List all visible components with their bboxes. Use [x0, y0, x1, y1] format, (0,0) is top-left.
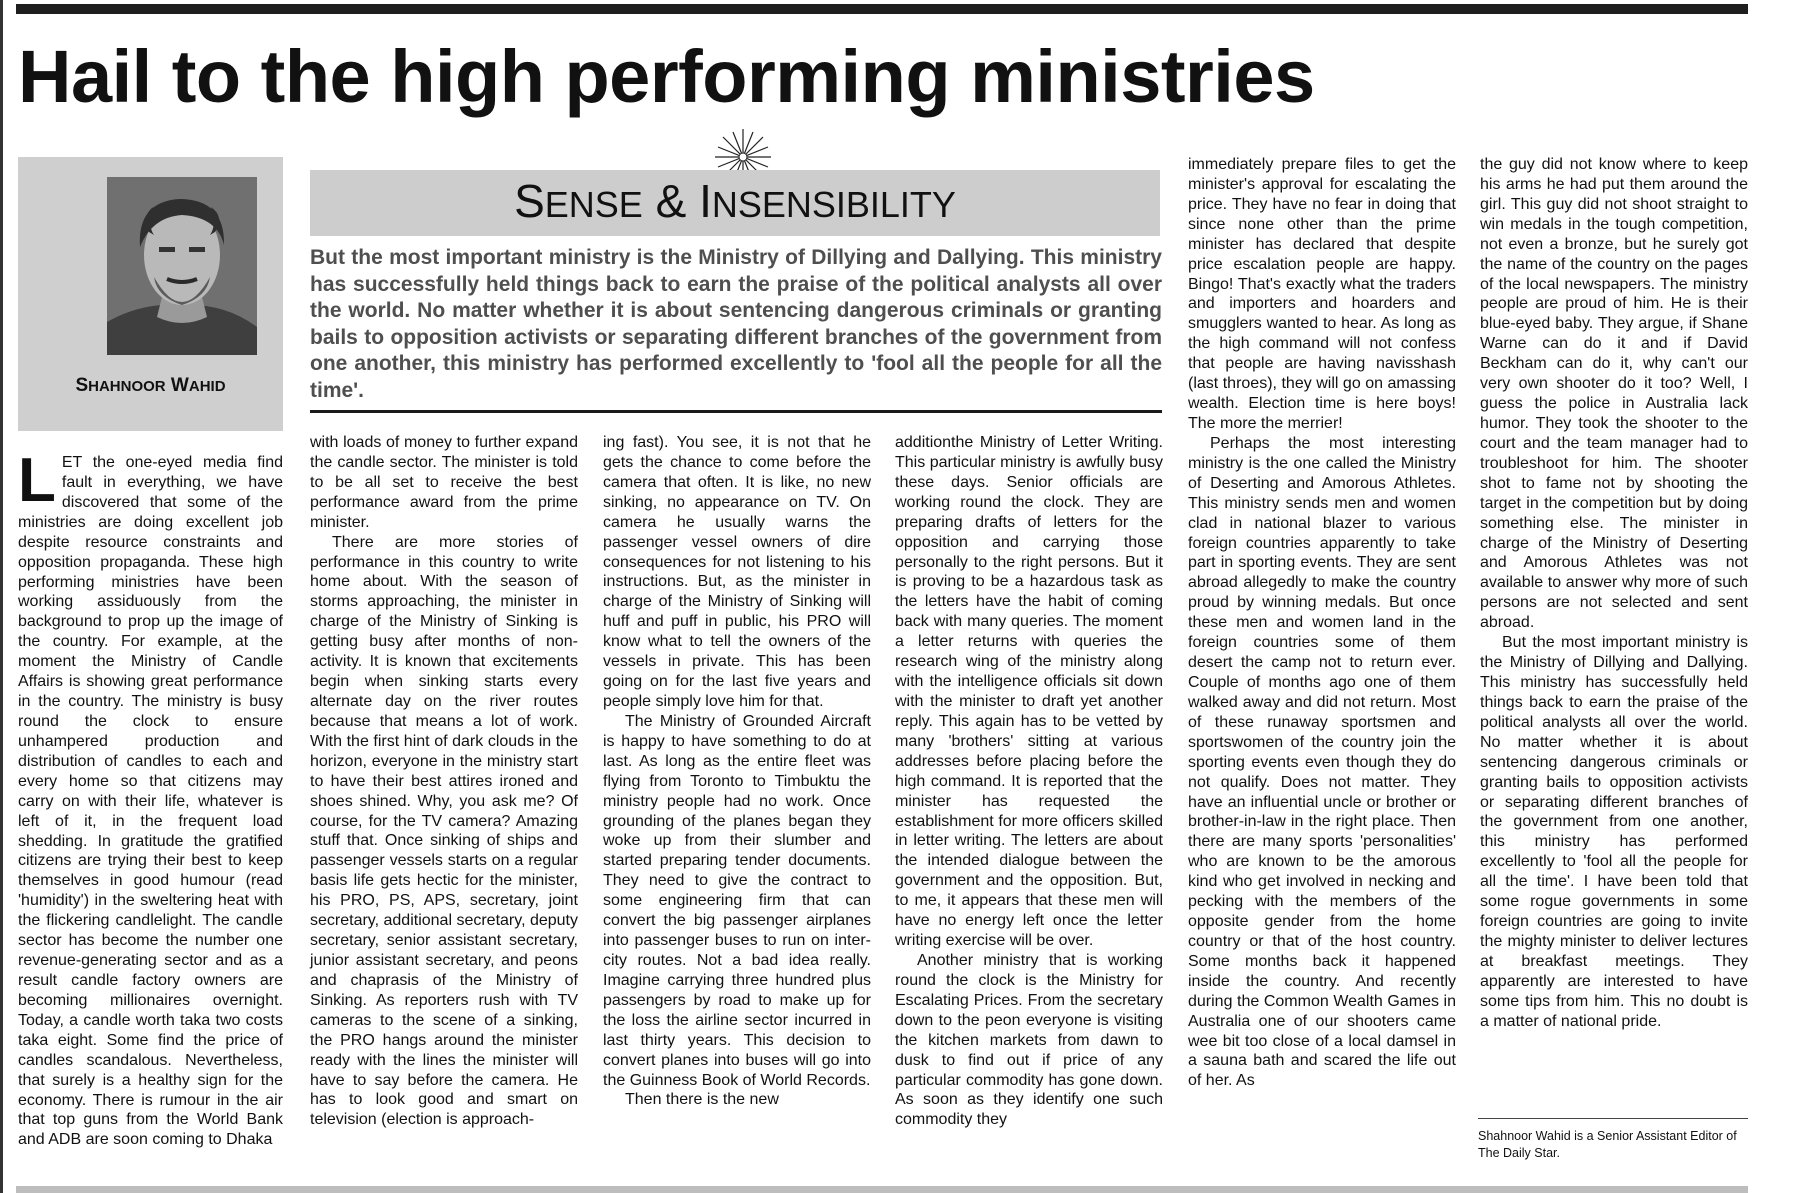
article-paragraph: But the most important ministry is the Ministry of Dillying and Dallying. This ministry has successfully held things back to earn the praise of the political analysts all over the world. No matter whether it is about sentencing dangerous criminals or granting bails to opposition activists or separating different branches of the government from one another, this ministry has performed excellently to 'fool all the people for all the time'. I have been told that some rogue governments in some foreign countries are going to invite the mighty minister to deliver lectures at breakfast meetings. They apparently are interested to have some tips from him. This no doubt is a matter of national pride.	[1480, 634, 1748, 1030]
drop-cap: L	[18, 446, 56, 515]
article-paragraph: There are more stories of performance in this country to write home about. With the season of storms approaching, the minister in charge of the Ministry of Sinking is getting busy after months of non-activity. It is known that excitements begin when sinking starts every alternate day on the river routes because that means a lot of work. With the first hint of dark clouds in the horizon, everyone in the ministry start to have their best attires ironed and shoes shined. Why, you ask me? Of course, for the TV camera? Amazing stuff that. Once sinking of ships and passenger vessels starts on a regular basis life gets hectic for the minister, his PRO, PS, APS, secretary, joint secretary, additional secretary, deputy secretary, senior assistant secretary, junior assistant secretary, and peons and chaprasis of the Ministry of Sinking. As reporters rush with TV cameras to the scene of a sinking, the PRO hangs around the minister ready with the lines the minister will have to say before the camera. He has to look good and smart on television (election is approach-	[310, 533, 578, 1129]
column-banner	[310, 170, 1160, 236]
article-paragraph: with loads of money to further expand the candle sector. The minister is told to be all set to receive the best performance award from the prime minister.	[310, 434, 578, 531]
author-byline: SHAHNOOR WAHID	[75, 375, 226, 396]
pull-quote: But the most important ministry is the Ministry of Dillying and Dallying. This ministry has successfully held things back to earn the praise of the political analysts all over the world. No matter whether it is about sentencing dangerous criminals or granting bails to opposition activists or separating different branches of the government from one another, this ministry has performed excellently to 'fool all the people for all the time'.	[310, 246, 1162, 402]
article-paragraph: immediately prepare files to get the minister's approval for escalating the price. They have no fear in doing that since none other than the prime minister has declared that despite price escalation people are happy. Bingo! That's exactly what the traders and importers and hoarders and smugglers wanted to hear. As long as the high command will not confess that people are having navisshash (last throes), they will go on amassing wealth. Election time is here boys! The more the merrier!	[1188, 156, 1456, 432]
article-paragraph: the guy did not know where to keep his arms he had put them around the girl. This guy did not shoot straight to win medals in the tough competition, not even a bronze, but he surely got the name of the country on the pages of the local newspapers. The ministry people are proud of him. He is their blue-eyed baby. They argue, if Shane Warne can do it and if David Beckham can do it, why can't our very own shooter do it too? Well, I guess the police in Australia lack humor. They took the shooter to the court and the team manager had to troubleshoot for him. The shooter shot to fame not by shooting the target in the competition but by doing something else. The minister in charge of the Ministry of Deserting and Amorous Athletes was not available to answer why more of such persons are not selected and sent abroad.	[1480, 156, 1748, 632]
author-credit: Shahnoor Wahid is a Senior Assistant Editor of The Daily Star.	[1478, 1129, 1737, 1160]
left-rule	[0, 0, 3, 1193]
article-text: ET the one-eyed media find fault in everything, we have discovered that some of the ministries are doing excellent job despite resource constraints and opposition propaganda. These high performing ministries have been working assiduously from the background to prop up the image of the country. For example, at the moment the Ministry of Candle Affairs is showing great performance in the country. The ministry is busy round the clock to ensure unhampered production and distribution of candles to each and every home so that citizens may carry on with their life, whatever is left of it, in the frequent load shedding. In gratitude the gratified citizens are trying their best to keep themselves in good humour (read 'humidity') in the sweltering heat with the flickering candlelight. The candle sector has become the number one revenue-generating sector and as a result candle factory owners are becoming millionaires overnight. Today, a candle worth taka two costs taka eight. Some find the price of candles scandalous. Nevertheless, that surely is a healthy sign for the economy. There is rumour in the air that top guns from the World Bank and ADB are soon coming to Dhaka	[18, 454, 283, 1149]
article-paragraph: additionthe Ministry of Letter Writing. This particular ministry is awfully busy these days. Senior officials are working round the clock. They are preparing drafts of letters for the opposition and carrying those personally to the right persons. But it is proving to be a hazardous task as the letters have the habit of coming back with many queries. The moment a letter returns with queries the research wing of the ministry along with the intelligence officials sit down with the minister to draft yet another reply. This again has to be vetted by many 'brothers' sitting at various addresses before placing before the high command. It is reported that the minister has requested the establishment for more officers skilled in letter writing. The letters are about the intended dialogue between the government and the opposition. But, to me, it appears that these men will have no energy left once the letter writing exercise will be over.	[895, 434, 1163, 950]
bottom-rule	[16, 1186, 1748, 1193]
article-column-6	[1480, 155, 1748, 1032]
article-column-4	[895, 433, 1163, 1130]
article-paragraph	[18, 446, 283, 1150]
article-column-3	[603, 433, 871, 1110]
credit-rule	[1478, 1118, 1748, 1119]
article-column-1	[18, 446, 283, 1150]
article-paragraph: ing fast). You see, it is not that he gets the chance to come before the camera that often. It is like, no new sinking, no appearance on TV. On camera he usually warns the passenger vessel owners of dire consequences for not listening to his instructions. But, as the minister in charge of the Ministry of Sinking will huff and puff in public, his PRO will know what to tell the owners of the vessels in private. This has been going on for the last five years and people simply love him for that.	[603, 434, 871, 710]
article-paragraph: Then there is the new	[625, 1091, 779, 1109]
article-paragraph: Perhaps the most interesting ministry is the one called the Ministry of Deserting and Amorous Athletes. This ministry sends men and women clad in national blazer to various foreign countries apparently to take part in sporting events. They are sent abroad allegedly to make the country proud by winning medals. But once these men and women land in the foreign countries some of them desert the camp not to return ever. Couple of months ago one of them walked away and did not return. Most of these runaway sportsmen and sportswomen of the country join the sporting events even though they do not qualify. Does not matter. They have an influential uncle or brother or brother-in-law in the right place. Then there are many sports 'personalities' who are known to be the amorous kind who get involved in necking and pecking with the members of the opposite gender from the home country or that of the host country. Some months back it happened inside the country. And recently during the Common Wealth Games in Australia one of our shooters came wee bit too close of a local damsel in a sauna bath and scared the life out of her. As	[1188, 434, 1456, 1090]
article-paragraph: Another ministry that is working round the clock is the Ministry for Escalating Prices. From the secretary down to the peon everyone is visiting the kitchen markets from dawn to dusk to find out if price of any particular commodity has gone down. As soon as they identify one such commodity they	[895, 951, 1163, 1129]
author-box	[18, 157, 283, 431]
headline: Hail to the high performing ministries	[18, 35, 1315, 118]
article-column-5	[1188, 155, 1456, 1091]
article-paragraph: The Ministry of Grounded Aircraft is happy to have something to do at last. As long as the entire fleet was flying from Toronto to Timbuktu the ministry people had no work. Once grounding of the planes began they woke up from their slumber and started preparing tender documents. They need to give the contract to some engineering firm that can convert the big passenger airplanes into passenger buses to run on inter-city routes. Not a bad idea really. Imagine carrying three hundred plus passengers by road to make up for the loss the airline sector incurred in last thirty years. This decision to convert planes into buses will go into the Guinness Book of World Records.	[603, 712, 871, 1089]
author-photo	[107, 177, 257, 355]
pull-quote-rule	[310, 410, 1162, 413]
top-rule	[16, 4, 1748, 14]
column-name: SENSE & INSENSIBILITY	[514, 175, 956, 227]
article-column-2	[310, 433, 578, 1130]
